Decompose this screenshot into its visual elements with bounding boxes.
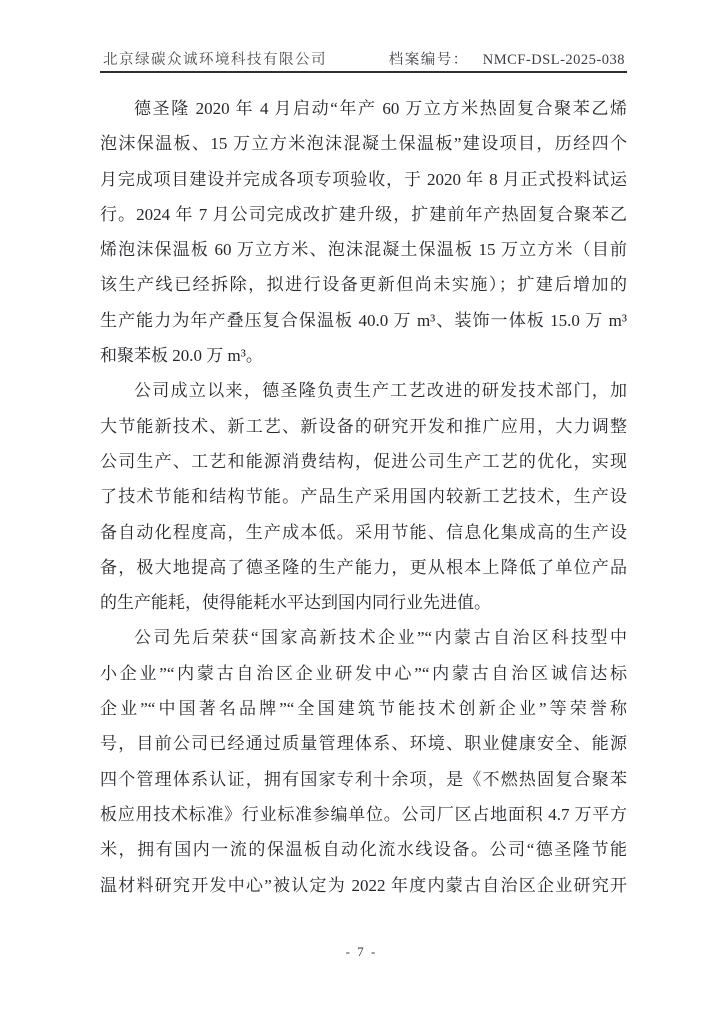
text-line: 了技术节能和结构节能。产品生产采用国内较新工艺技术，生产设 <box>100 487 627 507</box>
header-archive <box>389 48 625 69</box>
text-line: 的生产能耗，使得能耗水平达到国内同行业先进值。 <box>100 593 491 613</box>
archive-number-label: 档案编号： <box>388 52 469 68</box>
text-line: 公司成立以来，德圣隆负责生产工艺改进的研发技术部门，加 <box>134 381 627 401</box>
text-line: 温材料研究开发中心”被认定为 2022 年度内蒙古自治区企业研究开 <box>100 875 627 895</box>
text-line: 月完成项目建设并完成各项专项验收，于 2020 年 8 月正式投料试运 <box>100 169 627 189</box>
text-line: 和聚苯板 20.0 万 m³。 <box>100 346 263 366</box>
text-line: 德圣隆 2020 年 4 月启动“年产 60 万立方米热固复合聚苯乙烯 <box>134 99 627 118</box>
text-line: 备自动化程度高，生产成本低。采用节能、信息化集成高的生产设 <box>100 522 627 542</box>
header-company-name: 北京绿碳众诚环境科技有限公司 <box>103 52 327 68</box>
text-line: 小企业”“内蒙古自治区企业研发中心”“内蒙古自治区诚信达标 <box>100 663 627 683</box>
text-line: 号，目前公司已经通过质量管理体系、环境、职业健康安全、能源 <box>100 734 627 754</box>
paragraph <box>100 91 627 373</box>
text-line: 烯泡沫保温板 60 万立方米、泡沫混凝土保温板 15 万立方米（目前 <box>100 240 627 260</box>
text-line: 行。2024 年 7 月公司完成改扩建升级，扩建前年产热固复合聚苯乙 <box>100 204 627 224</box>
paragraph <box>100 620 627 902</box>
text-line: 大节能新技术、新工艺、新设备的研究开发和推广应用，大力调整 <box>100 416 627 436</box>
page-number: - 7 - <box>345 944 378 959</box>
text-line: 公司生产、工艺和能源消费结构，促进公司生产工艺的优化，实现 <box>100 451 627 471</box>
text-line: 板应用技术标准》行业标准参编单位。公司厂区占地面积 4.7 万平方 <box>100 804 627 824</box>
text-line: 备，极大地提高了德圣隆的生产能力，更从根本上降低了单位产品 <box>100 557 627 577</box>
text-line: 生产能力为年产叠压复合保温板 40.0 万 m³、装饰一体板 15.0 万 m³ <box>100 310 627 330</box>
text-line: 泡沫保温板、15 万立方米泡沫混凝土保温板”建设项目，历经四个 <box>100 134 627 154</box>
text-line: 该生产线已经拆除，拟进行设备更新但尚未实施）；扩建后增加的 <box>100 275 627 295</box>
document-body <box>100 91 627 903</box>
text-line: 四个管理体系认证，拥有国家专利十余项，是《不燃热固复合聚苯 <box>100 769 627 789</box>
text-line: 公司先后荣获“国家高新技术企业”“内蒙古自治区科技型中 <box>134 628 627 648</box>
text-line: 企业”“中国著名品牌”“全国建筑节能技术创新企业”等荣誉称 <box>100 699 627 719</box>
paragraph <box>100 373 627 620</box>
archive-number-value: NMCF-DSL-2025-038 <box>482 52 625 68</box>
header-divider-rule <box>100 71 627 73</box>
text-line: 米，拥有国内一流的保温板自动化流水线设备。公司“德圣隆节能 <box>100 840 627 860</box>
